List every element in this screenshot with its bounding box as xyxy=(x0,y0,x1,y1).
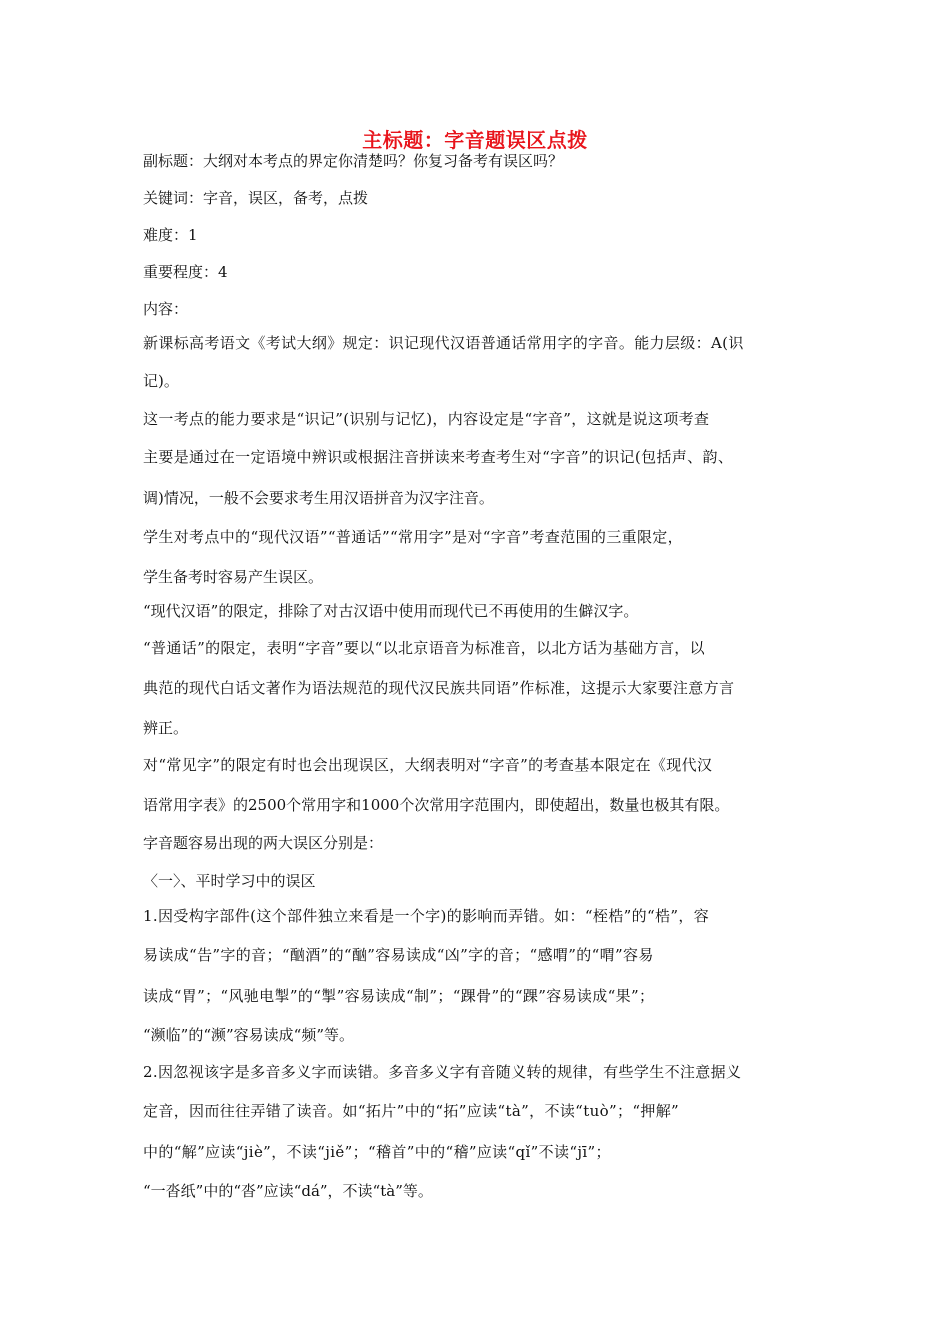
paragraph-line: 对“常见字”的限定有时也会出现误区，大纲表明对“字音”的考查基本限定在《现代汉 xyxy=(143,756,713,774)
paragraph-line: 主要是通过在一定语境中辨识或根据注音拼读来考查考生对“字音”的识记(包括声、韵、 xyxy=(143,448,734,466)
difficulty-line: 难度：1 xyxy=(143,226,198,244)
paragraph-line: 辨正。 xyxy=(143,719,189,737)
paragraph-line: 这一考点的能力要求是“识记”(识别与记忆)，内容设定是“字音”，这就是说这项考查 xyxy=(143,410,710,428)
paragraph-line: “濒临”的“濒”容易读成“频”等。 xyxy=(143,1026,355,1044)
paragraph-line: 典范的现代白话文著作为语法规范的现代汉民族共同语”作标准，这提示大家要注意方言 xyxy=(143,679,735,697)
paragraph-line: 语常用字表》的2500个常用字和1000个次常用字范围内，即使超出，数量也极其有限。 xyxy=(143,796,730,814)
paragraph-line: “普通话”的限定，表明“字音”要以“以北京语音为标准音，以北方话为基础方言，以 xyxy=(143,639,705,657)
paragraph-line: 字音题容易出现的两大误区分别是： xyxy=(143,834,384,852)
paragraph-line: 新课标高考语文《考试大纲》规定：识记现代汉语普通话常用字的字音。能力层级：A(识 xyxy=(143,334,744,352)
content-label: 内容： xyxy=(143,300,189,318)
paragraph-line: 学生备考时容易产生误区。 xyxy=(143,568,324,586)
paragraph-line: 2.因忽视该字是多音多义字而读错。多音多义字有音随义转的规律，有些学生不注意据义 xyxy=(143,1063,742,1081)
paragraph-line: 学生对考点中的“现代汉语”“普通话”“常用字”是对“字音”考查范围的三重限定， xyxy=(143,528,684,546)
subtitle-line: 副标题：大纲对本考点的界定你清楚吗？你复习备考有误区吗？ xyxy=(143,152,564,170)
paragraph-line: 1.因受构字部件(这个部件独立来看是一个字)的影响而弄错。如：“桎梏”的“梏”，容 xyxy=(143,907,710,925)
page-title: 主标题：字音题误区点拨 xyxy=(362,128,588,152)
section-heading: 〈一〉、平时学习中的误区 xyxy=(143,872,316,890)
paragraph-line: “现代汉语”的限定，排除了对古汉语中使用而现代已不再使用的生僻汉字。 xyxy=(143,602,639,620)
paragraph-line: 易读成“告”字的音；“酗酒”的“酗”容易读成“凶”字的音；“感喟”的“喟”容易 xyxy=(143,946,654,964)
paragraph-line: 定音，因而往往弄错了读音。如“拓片”中的“拓”应读“tà”，不读“tuò”；“押解” xyxy=(143,1102,680,1120)
paragraph-line: 中的“解”应读“jiè”，不读“jiě”；“稽首”中的“稽”应读“qǐ”不读“jī”； xyxy=(143,1143,611,1161)
paragraph-line: 调)情况，一般不会要求考生用汉语拼音为汉字注音。 xyxy=(143,489,494,507)
paragraph-line: 读成“胃”；“风驰电掣”的“掣”容易读成“制”；“踝骨”的“踝”容易读成“果”； xyxy=(143,987,655,1005)
paragraph-line: “一沓纸”中的“沓”应读“dá”，不读“tà”等。 xyxy=(143,1182,433,1200)
paragraph-line: 记)。 xyxy=(143,372,179,390)
importance-line: 重要程度：4 xyxy=(143,263,228,281)
keywords-line: 关键词：字音，误区，备考，点拨 xyxy=(143,189,369,207)
